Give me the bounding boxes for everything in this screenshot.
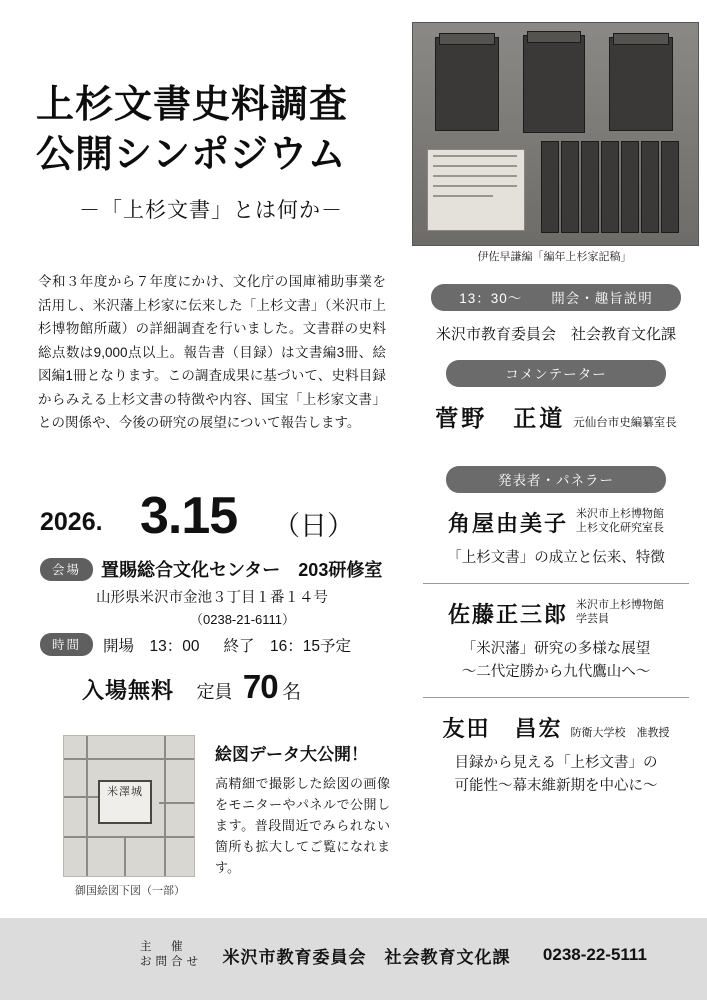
- right-column: [405, 0, 707, 910]
- panelist-affiliation-line1: 米沢市上杉博物館: [576, 599, 664, 611]
- capacity-unit: 名: [282, 682, 302, 703]
- venue-tel: （0238-21-6111）: [190, 612, 296, 627]
- poster-title-line2: 公開シンポジウム: [36, 134, 347, 176]
- commentator-section: [405, 360, 707, 433]
- venue-address: 山形県米沢市金池３丁目１番１４号: [96, 590, 328, 606]
- map-side-body: 高精細で撮影した絵図の画像をモニターやパネルで公開します。普段間近でみられない箇所も拡大してご覧になれます。: [215, 776, 390, 875]
- admission-block: [82, 668, 402, 706]
- time-block: [40, 633, 390, 656]
- footer-label-line2: お問合せ: [140, 956, 202, 968]
- map-side-heading: 絵図データ大公開！: [215, 745, 368, 764]
- time-open: 開場 13：00: [103, 637, 200, 655]
- poster-subtitle: －「上杉文書」とは何か－: [79, 199, 343, 222]
- footer-label-line1: 主 催: [140, 941, 187, 953]
- panelist-item: [405, 712, 707, 798]
- divider: [423, 697, 689, 698]
- panelist-name: 角屋由美子: [447, 511, 568, 536]
- poster-title-line1: 上杉文書史料調査: [36, 84, 349, 126]
- panelist-item: [405, 507, 707, 570]
- capacity-number: 70: [242, 668, 278, 705]
- panelist-item: [405, 598, 707, 684]
- map-side-note: [215, 740, 390, 878]
- date-year: 2026.: [40, 508, 103, 536]
- commentator-name: 菅野 正道: [435, 405, 566, 431]
- date-day: 3.15: [140, 487, 238, 545]
- panelists-section: [405, 466, 707, 798]
- footer-bar: [0, 918, 707, 1000]
- opening-bar: 13：30～ 開会・趣旨説明: [431, 284, 681, 311]
- footer-tel: 0238-22-5111: [542, 945, 647, 964]
- photo-caption: 伊佐早謙編「編年上杉家記稿」: [477, 251, 632, 263]
- commentator-affiliation: 元仙台市史編纂室長: [573, 417, 677, 429]
- panelist-affiliation: [576, 598, 664, 626]
- admission-free: 入場無料: [82, 678, 175, 703]
- panelist-talk: [419, 638, 693, 684]
- map-castle-label: 米澤城: [98, 780, 152, 824]
- panelist-talk-line2: 可能性～幕末維新期を中心に～: [454, 778, 658, 794]
- panelist-name: 佐藤正三郎: [447, 602, 568, 627]
- date-weekday: （日）: [273, 511, 354, 541]
- panelist-talk-line1: 「米沢藩」研究の多様な展望: [461, 641, 651, 657]
- venue-name: 置賜総合文化センター 203研修室: [101, 560, 383, 580]
- venue-block: [40, 556, 390, 628]
- panelist-affiliation: [576, 507, 664, 535]
- old-map-image: [63, 735, 195, 877]
- panelist-talk-line1: 「上杉文書」の成立と伝来、特徴: [447, 550, 665, 566]
- time-label: 時間: [40, 633, 93, 656]
- archive-photo: [412, 22, 699, 246]
- panelist-name: 友田 昌宏: [442, 716, 563, 741]
- venue-label: 会場: [40, 558, 93, 581]
- panelist-talk-line2: ～二代定勝から九代鷹山へ～: [461, 664, 651, 680]
- opening-section: [405, 284, 707, 344]
- commentator-bar: コメンテーター: [446, 360, 666, 387]
- panelist-affiliation-line2: 学芸員: [576, 613, 609, 625]
- panelist-talk: [419, 547, 693, 570]
- time-close: 終了 16：15予定: [223, 637, 351, 655]
- panelists-bar: 発表者・パネラー: [446, 466, 666, 493]
- panelist-affiliation-line1: 防衛大学校 准教授: [570, 727, 670, 739]
- panelist-talk: [419, 752, 693, 798]
- title-block: [36, 80, 396, 224]
- footer-label: [140, 940, 202, 970]
- divider: [423, 583, 689, 584]
- panelist-talk-line1: 目録から見える「上杉文書」の: [454, 755, 658, 771]
- intro-paragraph: 令和３年度から７年度にかけ、文化庁の国庫補助事業を活用し、米沢藩上杉家に伝来した「上杉文書」（米沢市上杉博物館所蔵）の詳細調査を行いました。文書群の史料総点数は9,000点以上。報告書（目録）は文書編3冊、絵図編1冊となります。この調査成果に基づいて、史料目録からみえる上杉文書の特徴や内容、国宝「上杉家文書」との関係や、今後の研究の展望について報告します。: [38, 274, 386, 430]
- panelist-affiliation-line1: 米沢市上杉博物館: [576, 508, 664, 520]
- panelist-affiliation-line2: 上杉文化研究室長: [576, 522, 664, 534]
- footer-organizer: 米沢市教育委員会 社会教育文化課: [222, 947, 511, 967]
- map-caption: 御国絵図下図（一部）: [75, 885, 185, 897]
- opening-organizer: 米沢市教育委員会 社会教育文化課: [435, 326, 676, 343]
- panelist-affiliation: [571, 726, 670, 740]
- event-date: [40, 487, 390, 545]
- capacity-label: 定員: [196, 682, 233, 702]
